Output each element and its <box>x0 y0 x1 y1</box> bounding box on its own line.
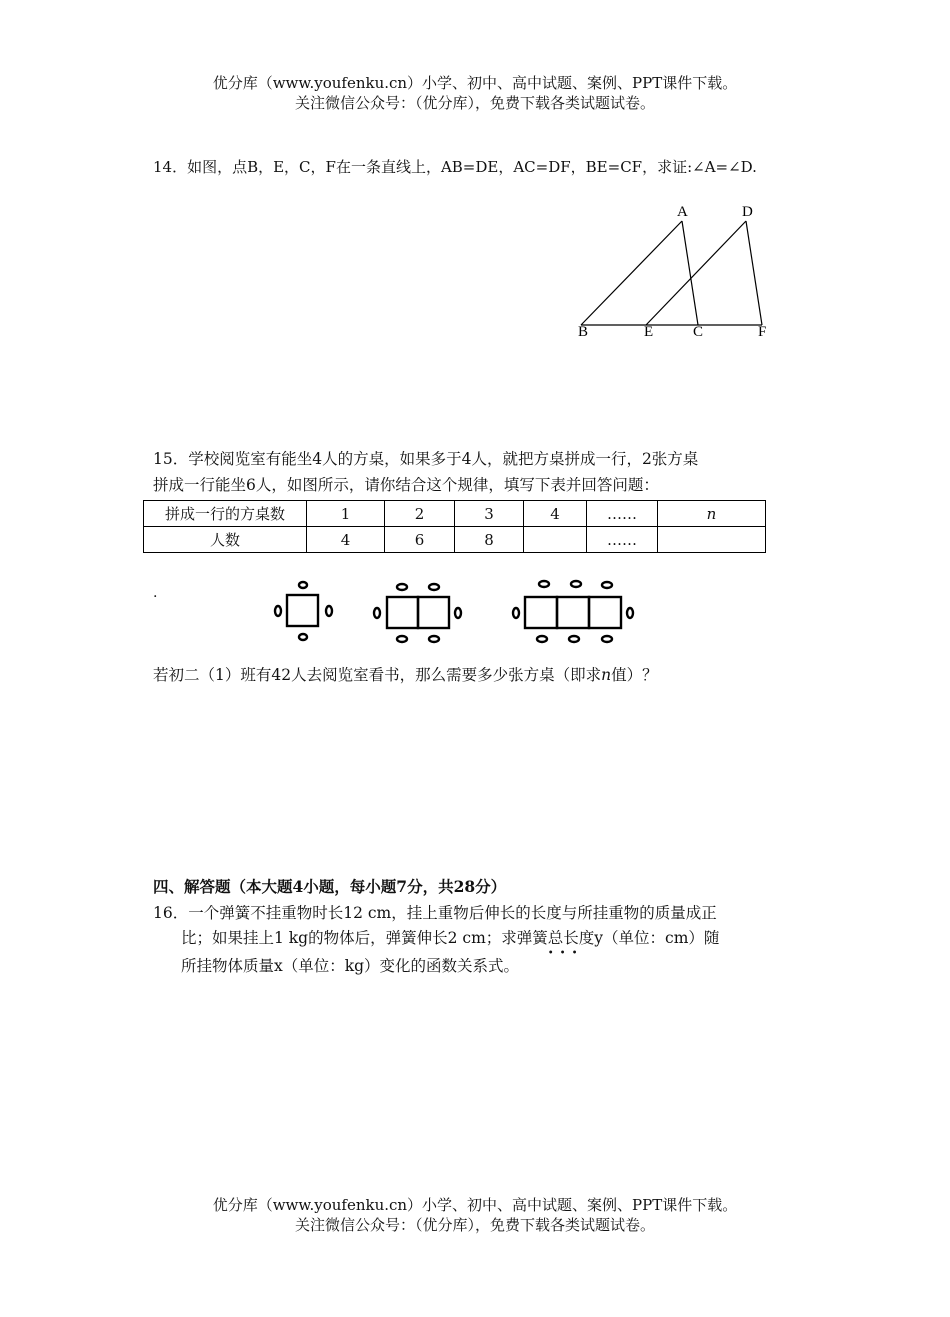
emphasis-dots: ••• <box>547 948 584 959</box>
chair <box>397 636 407 642</box>
table-cell: n <box>658 501 766 527</box>
q15-question-var: n <box>601 666 612 684</box>
footer-line-1: 优分库（www.youfenku.cn）小学、初中、高中试题、案例、PPT课件下载。 <box>212 1196 738 1214</box>
table-cell: 4 <box>524 501 587 527</box>
table-square <box>525 597 557 628</box>
segment-df <box>746 221 762 325</box>
table-cell: 1 <box>307 501 385 527</box>
chair <box>571 581 581 587</box>
triangle-figure <box>560 195 790 345</box>
tables-figure <box>268 576 648 648</box>
q14-text: 14．如图，点B，E，C，F在一条直线上，AB=DE，AC=DF，BE=CF，求证:∠A=∠D. <box>153 158 757 176</box>
table-cell <box>658 527 766 553</box>
stray-dot: . <box>153 585 158 601</box>
chair <box>429 636 439 642</box>
table-cell: …… <box>587 501 658 527</box>
label-a: A <box>677 204 688 220</box>
q16-line-1: 16．一个弹簧不挂重物时长12 cm，挂上重物后伸长的长度与所挂重物的质量成正 <box>153 904 717 922</box>
header-line-2: 关注微信公众号：（优分库），免费下载各类试题试卷。 <box>294 94 655 112</box>
chair <box>537 636 547 642</box>
table-cell: 6 <box>385 527 455 553</box>
table-row <box>144 501 766 527</box>
q16-line-3: 所挂物体质量x（单位：kg）变化的函数关系式。 <box>181 957 520 975</box>
chair <box>397 584 407 590</box>
chair <box>299 582 307 588</box>
table-cell: 4 <box>307 527 385 553</box>
q15-table <box>143 500 766 553</box>
chair <box>455 608 461 618</box>
section-4-title: 四、解答题（本大题4小题，每小题7分，共28分） <box>153 877 507 896</box>
table-square <box>287 595 318 626</box>
chair <box>569 636 579 642</box>
chair <box>326 606 332 616</box>
footer-line-2: 关注微信公众号：（优分库），免费下载各类试题试卷。 <box>294 1216 655 1234</box>
q16-line-2-pre: 比；如果挂上1 kg的物体后，弹簧伸长2 cm；求弹簧 <box>181 929 548 947</box>
q15-line-1: 15．学校阅览室有能坐4人的方桌，如果多于4人，就把方桌拼成一行，2张方桌 <box>153 450 699 468</box>
q15-question-pre: 若初二（1）班有42人去阅览室看书，那么需要多少张方桌（即求 <box>153 666 602 684</box>
header-line-1: 优分库（www.youfenku.cn）小学、初中、高中试题、案例、PPT课件下载。 <box>212 74 738 92</box>
chair <box>627 608 633 618</box>
table-cell: …… <box>587 527 658 553</box>
table-cell: 2 <box>385 501 455 527</box>
chair <box>374 608 380 618</box>
chair <box>602 582 612 588</box>
chair <box>539 581 549 587</box>
table-cell: 8 <box>455 527 524 553</box>
q16-line-2-post: y（单位：cm）随 <box>594 929 720 947</box>
table-cell: 拼成一行的方桌数 <box>144 501 307 527</box>
emphasized-term <box>547 929 595 959</box>
chair <box>429 584 439 590</box>
table-square <box>418 597 449 628</box>
table-row <box>144 527 766 553</box>
label-b: B <box>578 324 589 340</box>
chair <box>602 636 612 642</box>
label-d: D <box>742 204 753 220</box>
chair <box>275 606 281 616</box>
label-e: E <box>644 324 654 340</box>
table-square <box>589 597 621 628</box>
q15-question-post: 值）？ <box>611 666 658 684</box>
label-c: C <box>693 324 704 340</box>
q16-line-2 <box>181 925 720 959</box>
label-f: F <box>758 324 767 340</box>
table-cell: 人数 <box>144 527 307 553</box>
segment-ab <box>581 221 682 325</box>
chair <box>299 634 307 640</box>
table-cell <box>524 527 587 553</box>
table-square <box>557 597 589 628</box>
q15-question <box>153 662 658 688</box>
q15-line-2: 拼成一行能坐6人，如图所示，请你结合这个规律，填写下表并回答问题： <box>153 476 659 494</box>
chair <box>513 608 519 618</box>
table-cell: 3 <box>455 501 524 527</box>
q16-line-2-emph: 总长度 <box>547 929 595 947</box>
table-square <box>387 597 418 628</box>
